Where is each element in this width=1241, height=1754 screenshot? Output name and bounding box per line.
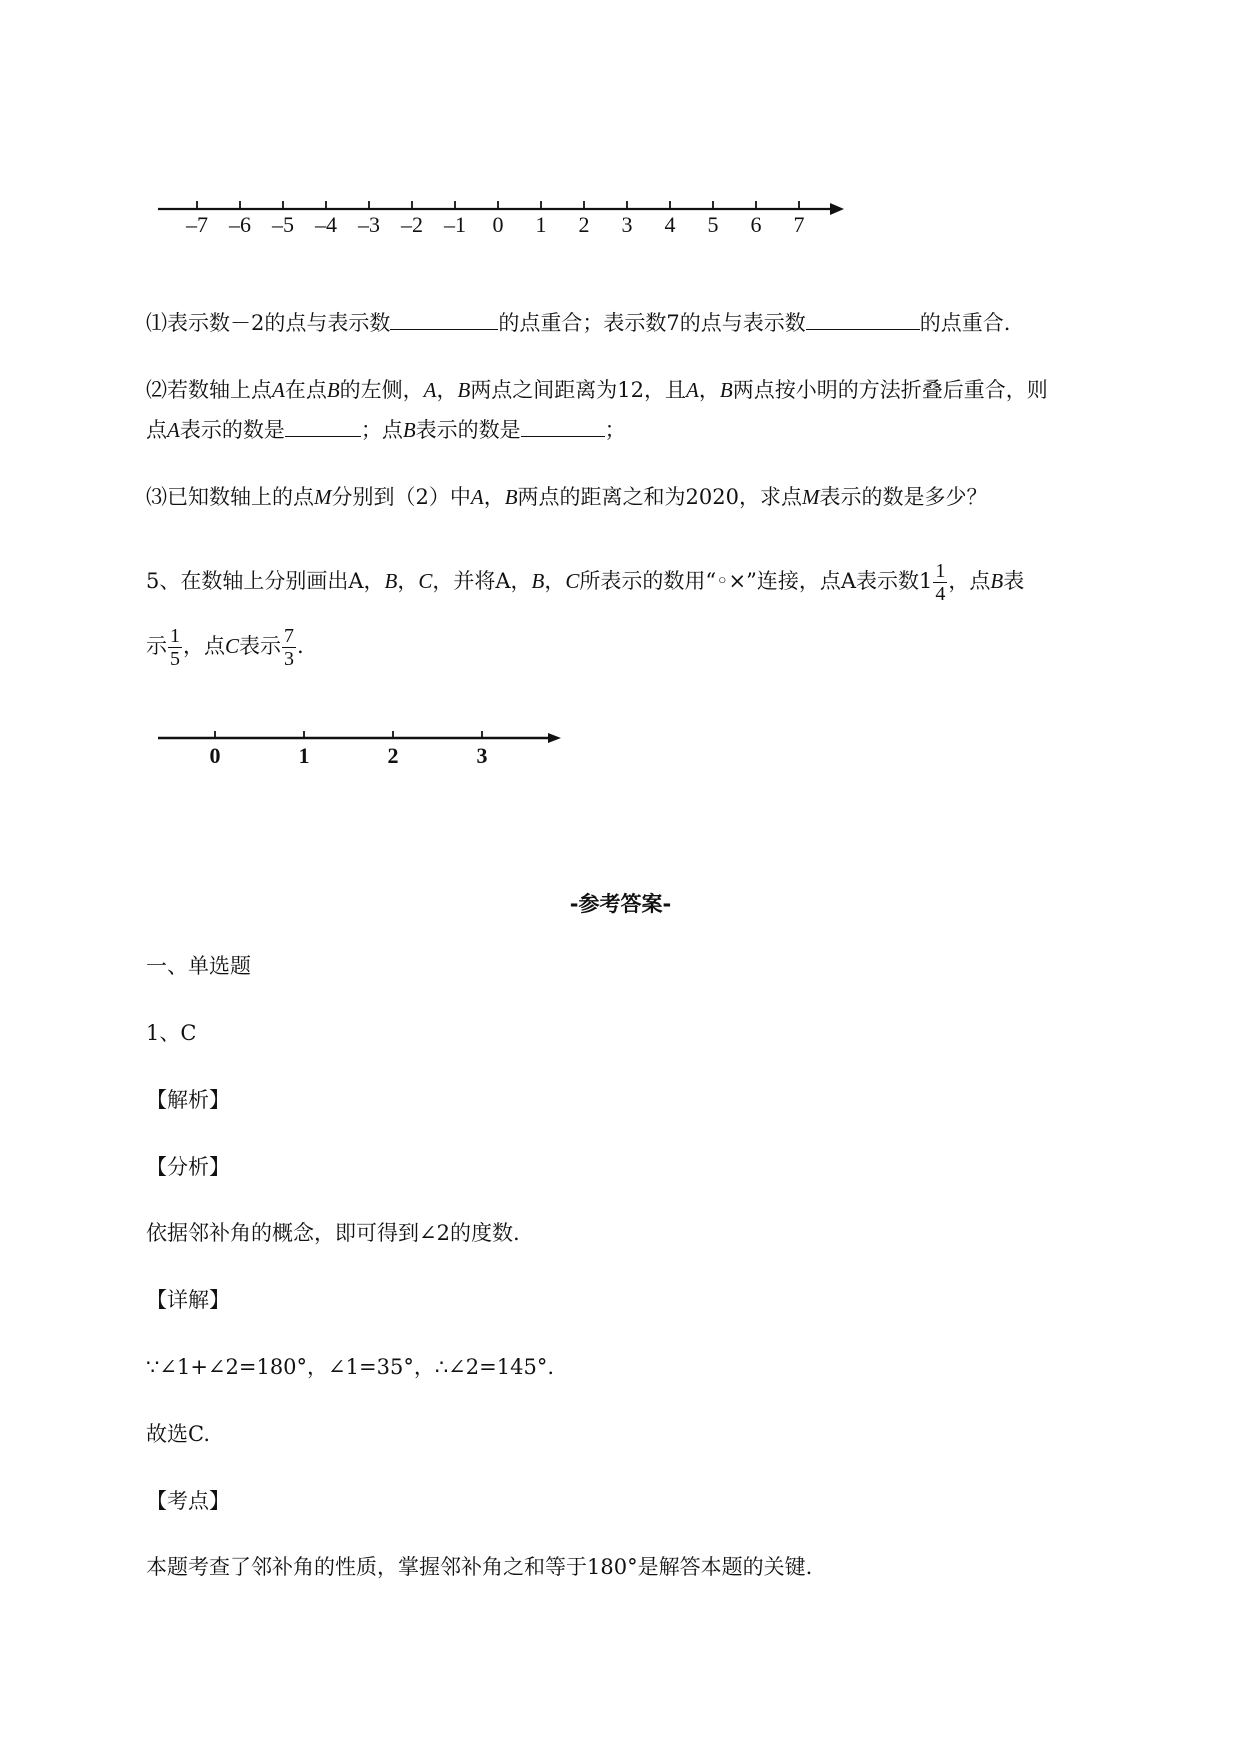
kaodian-text: 本题考查了邻补角的性质，掌握邻补角之和等于180°是解答本题的关键. (146, 1555, 813, 1579)
var-c: C (418, 569, 433, 593)
tick-label: 7 (793, 212, 805, 237)
number-line-2 (150, 725, 570, 775)
answer-item: 1、C (146, 1021, 197, 1045)
var-a: A (272, 378, 285, 402)
conclusion-text: 故选C. (146, 1422, 210, 1446)
text: ， (544, 569, 566, 593)
kaodian-heading: 【考点】 (146, 1489, 230, 1513)
tick-label: –7 (186, 212, 208, 237)
q4-part2-line2 (146, 415, 626, 445)
text: 5、在数轴上分别画出A， (146, 569, 385, 593)
text: ， (698, 378, 720, 402)
answer-blank[interactable] (285, 416, 361, 437)
fenxi-heading: 【分析】 (146, 1155, 230, 1179)
answer-blank[interactable] (806, 309, 920, 330)
var-a: A (167, 418, 180, 442)
text: 分别到（2）中 (331, 485, 471, 509)
var-b: B (719, 378, 733, 402)
answers-title: -参考答案- (569, 892, 672, 916)
text: 表示的数是 (415, 418, 521, 442)
fraction-one-fifth (168, 625, 182, 670)
tick-label: 3 (621, 212, 633, 237)
text: 在点 (284, 378, 327, 402)
var-a: A (423, 378, 437, 402)
tick-label: –1 (444, 212, 466, 237)
tick-label: 4 (664, 212, 676, 237)
text: 所表示的数用“◦×”连接，点A表示数1 (579, 569, 933, 593)
text: ，点 (948, 569, 991, 593)
var-b: B (457, 378, 471, 402)
number-line-1 (150, 190, 850, 240)
tick-label: 6 (750, 212, 762, 237)
fraction-denominator: 5 (170, 648, 180, 670)
q4-part1-text-a: ⑴表示数－2的点与表示数 (146, 311, 391, 335)
var-b: B (384, 569, 398, 593)
text: 表示 (239, 634, 282, 658)
var-m: M (314, 485, 332, 509)
tick-label: 0 (492, 212, 504, 237)
var-a: A (686, 378, 699, 402)
text: ， (436, 378, 458, 402)
text: ，并将A， (432, 569, 532, 593)
text: 表示的数是多少？ (819, 485, 988, 509)
xiangjie-heading: 【详解】 (146, 1288, 230, 1312)
tick-label: –3 (358, 212, 380, 237)
fraction-numerator: 1 (170, 625, 180, 647)
var-c: C (225, 634, 240, 658)
q4-part1-text-c: 的点重合. (919, 311, 1011, 335)
text: ，点 (183, 634, 225, 658)
tick-label: –6 (229, 212, 251, 237)
text: 点 (146, 418, 167, 442)
var-c: C (565, 569, 580, 593)
tick-label: 1 (535, 212, 547, 237)
text: 的左侧， (339, 378, 424, 402)
text: 两点的距离之和为2020，求点 (517, 485, 802, 509)
text: 示 (146, 634, 167, 658)
text: ， (397, 569, 419, 593)
q4-part1 (146, 308, 1010, 338)
tick-label: 1 (298, 743, 310, 768)
fraction-one-quarter (933, 560, 947, 605)
text: 表示的数是 (179, 418, 285, 442)
tick-label: 3 (476, 743, 488, 768)
text: 表 (1003, 569, 1025, 593)
text: ⑶已知数轴上的点 (146, 485, 314, 509)
text: ， (483, 485, 505, 509)
text: ； (604, 418, 626, 442)
text: ；点 (360, 418, 403, 442)
q4-part3 (146, 482, 987, 512)
fraction-seven-thirds (282, 625, 296, 670)
q5-line2 (146, 620, 304, 672)
q4-part1-text-b: 的点重合；表示数7的点与表示数 (498, 311, 806, 335)
var-a: A (470, 485, 484, 509)
q5-line1 (146, 556, 1024, 606)
var-b: B (402, 418, 416, 442)
tick-label: 2 (387, 743, 399, 768)
answer-blank[interactable] (521, 416, 605, 437)
q4-part2-line1 (146, 375, 1048, 405)
text: 两点之间距离为12，且 (470, 378, 687, 402)
var-m: M (801, 485, 820, 509)
var-b: B (326, 378, 340, 402)
fraction-denominator: 4 (935, 583, 946, 605)
fraction-denominator: 3 (284, 648, 295, 670)
jiexi-heading: 【解析】 (146, 1088, 230, 1112)
fraction-numerator: 1 (935, 560, 946, 582)
tick-label: –5 (272, 212, 294, 237)
tick-label: 5 (707, 212, 719, 237)
tick-label: –4 (315, 212, 337, 237)
var-b: B (990, 569, 1004, 593)
xiangjie-text: ∵∠1+∠2=180°，∠1=35°，∴∠2=145°. (146, 1355, 554, 1379)
var-b: B (504, 485, 518, 509)
tick-label: 2 (578, 212, 590, 237)
text: ⑵若数轴上点 (146, 378, 272, 402)
tick-label: –2 (401, 212, 423, 237)
text: 两点按小明的方法折叠后重合，则 (732, 378, 1048, 402)
fraction-numerator: 7 (284, 625, 295, 647)
text: . (297, 634, 304, 658)
tick-label: 0 (209, 743, 221, 768)
answer-blank[interactable] (390, 309, 498, 330)
section-heading: 一、单选题 (146, 954, 251, 978)
var-b: B (531, 569, 545, 593)
fenxi-text: 依据邻补角的概念，即可得到∠2的度数. (146, 1221, 520, 1245)
